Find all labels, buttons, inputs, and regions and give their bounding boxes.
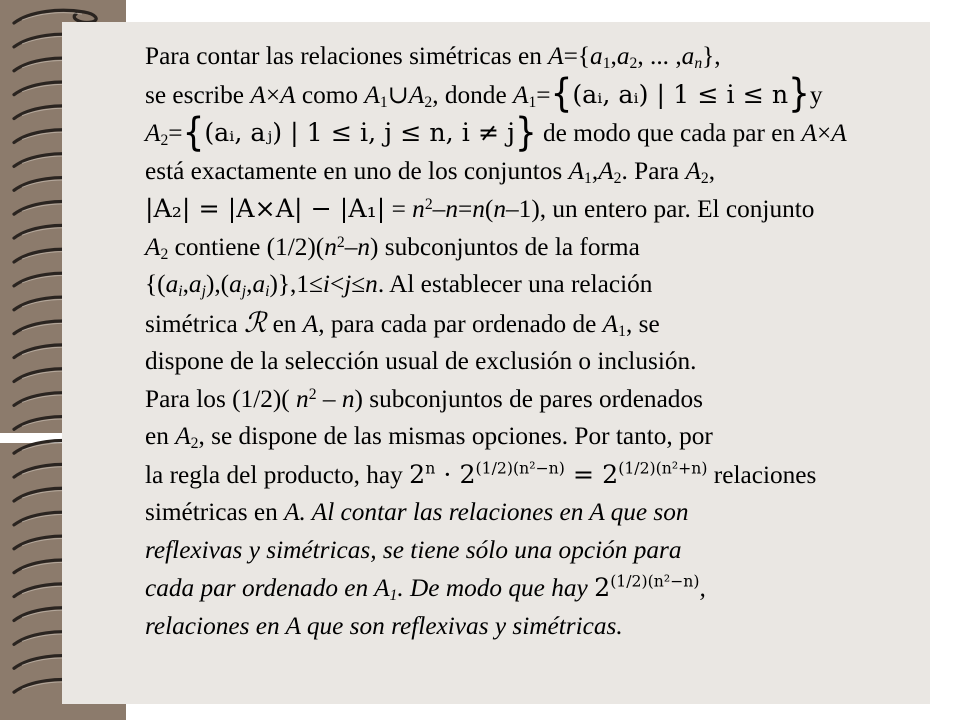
text-line-12: la regla del producto, hay $2^n \cdot 2^{(1/2)(n^2-n)} = 2^{(1/2)(n^2+n)}$ relaciones [145,457,817,489]
text-line-1: Para contar las relaciones simétricas en $A=\{a_1,a_2$, ... $,a_n$}, [145,42,721,72]
set-right-brace-icon: } [514,109,537,156]
product-rule-formula: $2^n \cdot 2^{(1/2)(n^2-n)} = 2^{(1/2)(n^2+n)}$ [409,457,708,489]
set-a2-formula: (aᵢ, aⱼ) | 1 ≤ i, j ≤ n, i ≠ j [204,118,515,147]
text-line-16: relaciones en A que son reflexivas y simétricas. [145,611,623,640]
text-line-3: $A_2=\{(aᵢ$, aⱼ) | 1 ≤ i, j ≤ n, i ≠ j} de modo que cada par en A×A [145,109,847,156]
text-line-7: $\{(a_i,a_j),(a_j,a_i)\},1\le i<j\le n$. Al establecer una relación [145,270,653,300]
text-line-11: en $A_2$, se dispone de las mismas opciones. Por tanto, por [145,422,713,452]
set-left-brace-icon: { [550,71,573,118]
text-line-14: reflexivas y simétricas, se tiene sólo una opción para [145,535,682,564]
text-line-8: simétrica ℛ en A, para cada par ordenado de $A_1$, se [145,305,660,340]
set-left-brace-icon: { [182,109,205,156]
text-line-15: cada par ordenado en $A_1$. De modo que hay $2^{(1/2)(n^2-n)}$, [145,571,706,604]
text-line-10: Para los (1/2)( $n^2 - n$) subconjuntos de pares ordenados [145,384,703,413]
relation-symbol: ℛ [244,305,267,339]
set-right-brace-icon: } [788,71,810,118]
text-line-2: se escribe A×A como $A_1\cup A_2$, donde $A_1=\{(aᵢ$, aᵢ) | 1 ≤ i ≤ n}y [145,71,823,118]
text-line-5: $|A_2| = |A\times A| - |A_1| = n^2-n=n(n-1)$, un entero par. El conjunto [145,194,815,223]
text-line-4: está exactamente en uno de los conjuntos $A_1,A_2$. Para $A_2$, [145,156,716,187]
cardinality-formula: |A₂| = |A×A| − |A₁| [145,194,386,223]
slide-body-text [145,38,911,645]
reflexive-symmetric-formula: $2^{(1/2)(n^2-n)}$ [594,571,700,602]
text-line-13: simétricas en A. Al contar las relaciones en A que son [145,498,689,526]
set-a1-formula: (aᵢ, aᵢ) | 1 ≤ i ≤ n [572,79,789,109]
text-line-9: dispone de la selección usual de exclusión o inclusión. [145,347,697,375]
text-line-6: $A_2$ contiene $(1/2)(n^2-n)$ subconjuntos de la forma [145,232,640,263]
